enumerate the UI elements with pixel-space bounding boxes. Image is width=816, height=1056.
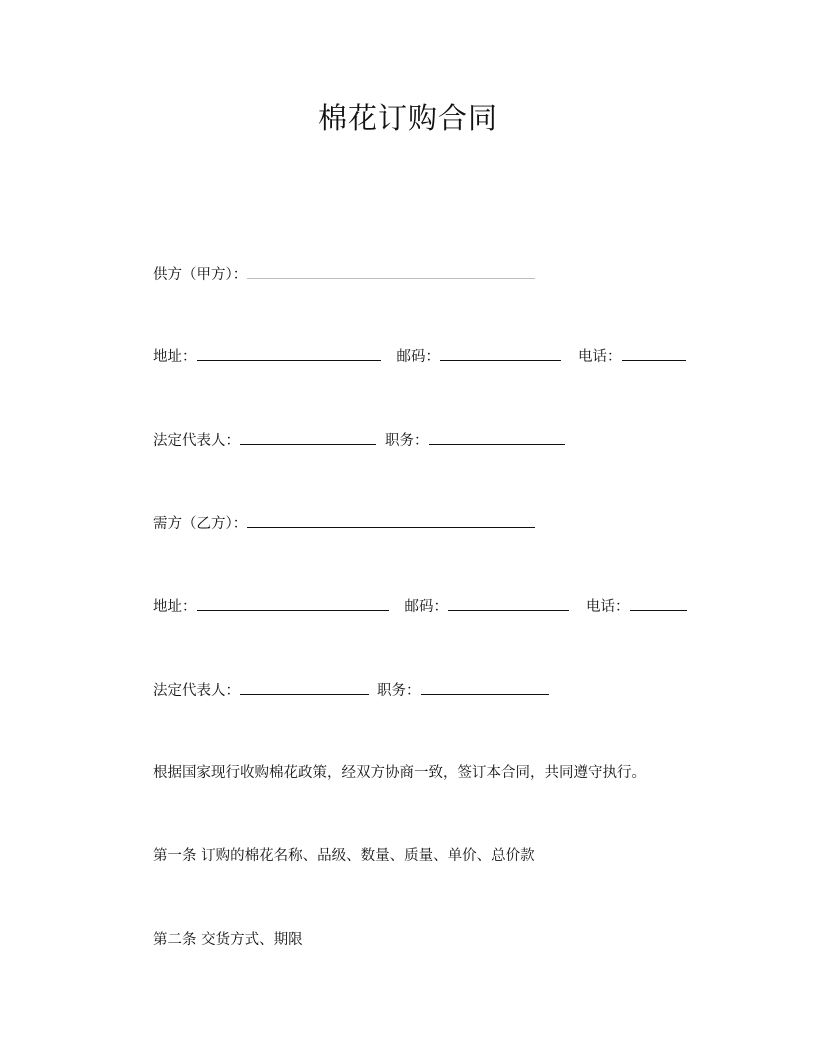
buyer-label: 需方（乙方）： <box>153 516 248 532</box>
supplier-phone-field[interactable] <box>622 345 686 361</box>
supplier-label: 供方（甲方）： <box>153 267 248 283</box>
preamble-paragraph: 根据国家现行收购棉花政策，经双方协商一致，签订本合同，共同遵守执行。 <box>153 765 646 781</box>
supplier-line <box>153 263 535 286</box>
buyer-position-label: 职务： <box>377 683 421 699</box>
supplier-position-field[interactable] <box>429 429 565 445</box>
supplier-phone-label: 电话： <box>578 349 622 365</box>
supplier-position-label: 职务： <box>385 433 429 449</box>
buyer-line <box>153 512 535 535</box>
buyer-name-field[interactable] <box>247 512 535 528</box>
supplier-contact-line <box>153 345 686 368</box>
supplier-address-field[interactable] <box>197 345 381 361</box>
buyer-address-label: 地址： <box>153 599 197 615</box>
buyer-position-field[interactable] <box>421 679 549 695</box>
buyer-postcode-field[interactable] <box>448 595 569 611</box>
article-1-heading: 第一条 订购的棉花名称、品级、数量、质量、单价、总价款 <box>153 848 535 864</box>
buyer-phone-field[interactable] <box>630 595 687 611</box>
supplier-name-field[interactable] <box>247 263 535 279</box>
buyer-phone-label: 电话： <box>586 599 630 615</box>
buyer-rep-line <box>153 679 549 702</box>
article-2-heading: 第二条 交货方式、期限 <box>153 932 303 948</box>
buyer-contact-line <box>153 595 687 618</box>
supplier-address-label: 地址： <box>153 349 197 365</box>
supplier-postcode-label: 邮码： <box>396 349 440 365</box>
buyer-address-field[interactable] <box>197 595 389 611</box>
supplier-rep-label: 法定代表人： <box>153 433 240 449</box>
buyer-rep-label: 法定代表人： <box>153 683 240 699</box>
contract-title: 棉花订购合同 <box>317 101 498 135</box>
buyer-postcode-label: 邮码： <box>404 599 448 615</box>
supplier-rep-line <box>153 429 565 452</box>
supplier-rep-field[interactable] <box>240 429 376 445</box>
buyer-rep-field[interactable] <box>240 679 369 695</box>
supplier-postcode-field[interactable] <box>440 345 561 361</box>
